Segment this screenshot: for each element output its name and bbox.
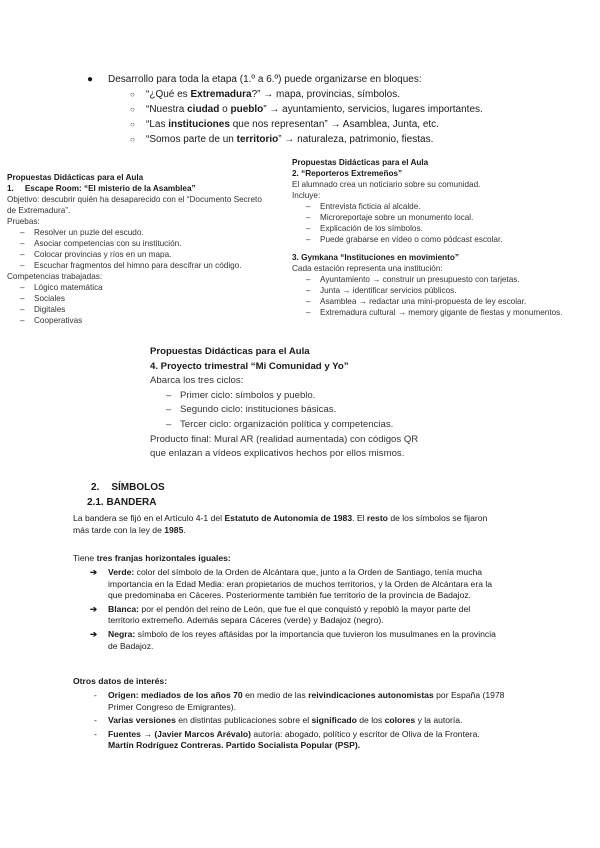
otros-label: Otros datos de interés: [73,676,168,686]
gymkana-item: – Ayuntamiento → construir un presupuesto con tarjetas. [306,275,520,284]
competencia-item: – Cooperativas [20,316,83,325]
prueba-item: – Escuchar fragmentos del himno para descifrar un código. [20,261,242,270]
arrow-right-icon: ➔ [90,567,98,577]
otros-varias: - Varias versiones en distintas publicaciones sobre el significado de los colores y la autoría. [94,715,463,726]
left-block-subtitle: 1. Escape Room: “El misterio de la Asamblea” [7,184,196,193]
otros-list [94,690,593,752]
incluye-item: – Microreportaje sobre un monumento local. [306,213,474,222]
intro-item: ○ “¿Qué es Extremadura?” → mapa, provincias, símbolos. [130,89,400,100]
gymkana-title: 3. Gymkana “Instituciones en movimiento” [292,253,459,262]
franja-negra: ➔ Negra: símbolo de los reyes aftásidas por la importancia que tuvieron los musulmanes en la provincia de Badajoz. [90,628,496,651]
incluye-list [292,201,596,245]
intro-item: ○ “Somos parte de un territorio” → naturaleza, patrimonio, fiestas. [130,134,434,145]
incluye-item: – Entrevista ficticia al alcalde. [306,202,421,211]
producto-text: Producto final: Mural AR (realidad aumentada) con códigos QR [150,433,419,445]
franja-blanca: ➔ Blanca: por el pendón del reino de León, que fue el que conquistó y repobló la mayor parte del territorio extremeño. Además separa Cáceres (verde) y Badajoz (negro). [90,603,471,626]
right-proposal-block [292,157,596,318]
center-proposal-block [150,345,470,462]
ciclo-item: – Primer ciclo: símbolos y pueblo. [166,389,316,401]
section-heading: 2. SÍMBOLOS [91,482,165,493]
prueba-item: – Colocar provincias y ríos en un mapa. [20,250,172,259]
abarca-text: Abarca los tres ciclos: [150,375,244,387]
producto-text-cont: que enlazan a vídeos explicativos hechos por ellos mismos. [150,448,405,460]
incluye-item: – Explicación de los símbolos. [306,224,423,233]
bandera-paragraph: La bandera se fijó en el Artículo 4-1 del Estatuto de Autonomía de 1983. El resto de los símbolos se fijaron más tarde con la ley de 1985. [73,513,488,535]
intro-bullet [87,73,422,86]
gymkana-item: – Extremadura cultural → memory gigante de fiestas y monumentos. [306,308,563,317]
gymkana-item: – Asamblea → redactar una mini-propuesta de ley escolar. [306,297,527,306]
arrow-right-icon: ➔ [90,628,98,639]
otros-origen: - Origen: mediados de los años 70 en medio de las reivindicaciones autonomistas por España (1978 Primer Congreso de Emigrantes). [94,690,505,712]
right-block-heading: Propuestas Didácticas para el Aula [292,158,429,167]
left-proposal-block [7,172,287,326]
intro-item: ○ “Nuestra ciudad o pueblo” → ayuntamiento, servicios, lugares importantes. [130,104,483,115]
pruebas-list [7,227,287,271]
pruebas-label: Pruebas: [7,217,40,226]
circle-bullet: ○ [130,120,135,129]
left-block-heading: Propuestas Didácticas para el Aula [7,173,144,182]
ciclos-list [150,389,470,433]
ciclo-item: – Tercer ciclo: organización política y competencias. [166,418,394,430]
right-block-desc: El alumnado crea un noticiario sobre su comunidad. [292,180,481,189]
intro-sub-list [130,88,483,148]
center-block-heading: Propuestas Didácticas para el Aula [150,346,310,357]
franja-verde: ➔ Verde: color del símbolo de la Orden de Alcántara que, junto a la Orden de Santiago, tenía mucha importancia en la Edad Media: eran propietarios de muchos territorios, y la Orden de Alcántara era la que predominaba en Cáceres. Posteriormente también fue territorio de la provincia de Badajoz. [90,567,493,601]
incluye-item: – Puede grabarse en vídeo o como pódcast escolar. [306,235,503,244]
competencia-item: – Sociales [20,294,65,303]
subsection-heading: 2.1. BANDERA [87,497,157,508]
gymkana-desc: Cada estación representa una institución: [292,264,443,273]
competencia-item: – Digitales [20,305,66,314]
gymkana-list [292,274,596,318]
franjas-list [90,567,593,652]
incluye-label: Incluye: [292,191,321,200]
right-block-subtitle: 2. “Reporteros Extremeños” [292,169,403,178]
circle-bullet: ○ [130,90,135,99]
prueba-item: – Asociar competencias con su institución. [20,239,182,248]
center-block-subtitle: 4. Proyecto trimestral “Mi Comunidad y Yo” [150,360,349,372]
intro-bullet-text: Desarrollo para toda la etapa (1.º a 6.º) puede organizarse en bloques: [108,74,422,85]
gymkana-item: – Junta → identificar servicios públicos. [306,286,457,295]
franjas-intro: Tiene tres franjas horizontales iguales: [73,553,231,563]
prueba-item: – Resolver un puzle del escudo. [20,228,144,237]
otros-fuentes: - Fuentes → (Javier Marcos Arévalo) autoría: abogado, político y escritor de Oliva de la Frontera. Martín Rodríguez Contreras. Partido Socialista Popular (PSP). [94,728,480,751]
competencias-list [7,282,287,326]
ciclo-item: – Segundo ciclo: instituciones básicas. [166,404,337,416]
bullet-dot: ● [87,74,94,85]
circle-bullet: ○ [130,135,135,144]
circle-bullet: ○ [130,105,135,114]
left-objective: Objetivo: descubrir quién ha desaparecido con el “Documento Secreto [7,195,262,204]
left-objective-cont: de Extremadura”. [7,206,71,215]
competencia-item: – Lógico matemática [20,283,103,292]
intro-bullet-list [87,73,422,86]
competencias-label: Competencias trabajadas: [7,272,103,281]
intro-item: ○ “Las instituciones que nos representan” → Asamblea, Junta, etc. [130,119,439,130]
arrow-right-icon: ➔ [90,603,98,614]
